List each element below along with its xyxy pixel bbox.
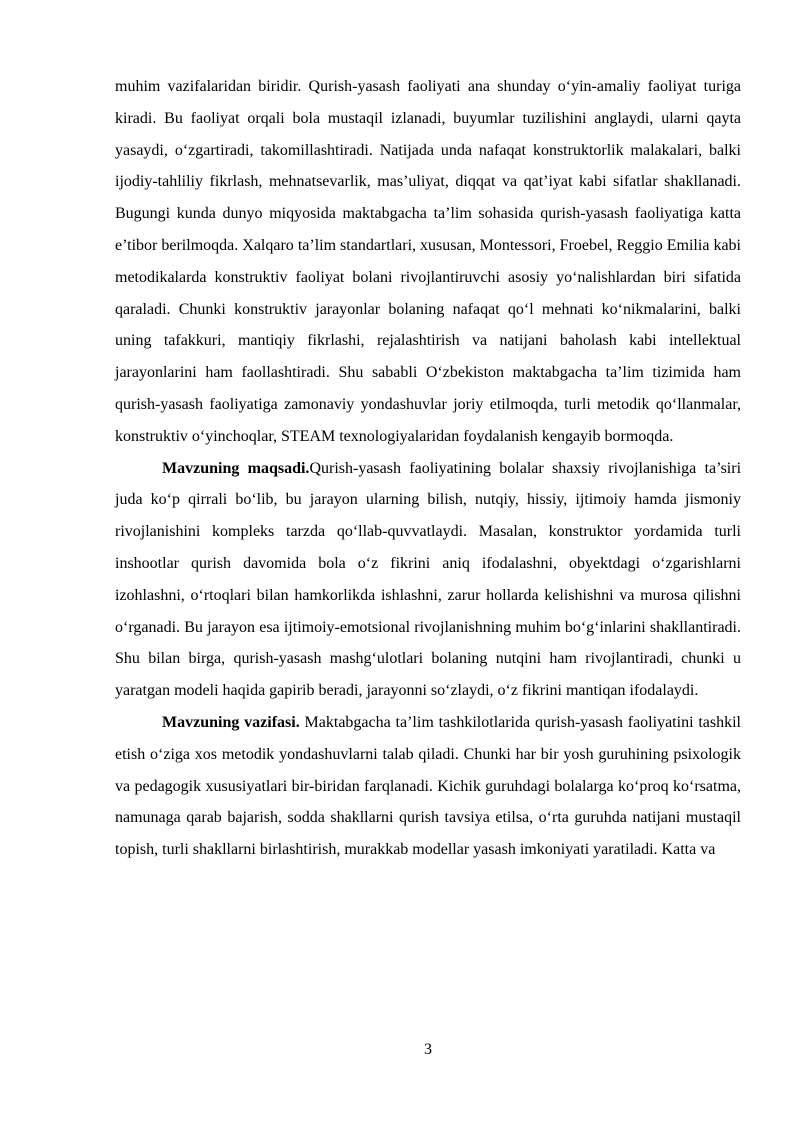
- page-number: 3: [424, 1041, 432, 1058]
- section-heading-goal: Mavzuning maqsadi.: [162, 459, 310, 477]
- section-heading-task: Mavzuning vazifasi.: [162, 713, 300, 731]
- paragraph-text: Qurish-yasash faoliyatining bolalar shaxsiy rivojlanishiga ta’siri juda ko‘p qirrali bo‘lib, bu jarayon ularning bilish, nutqiy, hissiy, ijtimoiy hamda jismoniy rivojlanishini kompleks tarzda qo‘llab-quvvatlaydi. Masalan, konstruktor yordamida turli inshootlar qurish davomida bola o‘z fikrini aniq ifodalashni, obyektdagi o‘zgarishlarni izohlashni, o‘rtoqlari bilan hamkorlikda ishlashni, zarur hollarda kelishishni va murosa qilishni o‘rganadi. Bu jarayon esa ijtimoiy-emotsional rivojlanishning muhim bo‘g‘inlarini shakllantiradi. Shu bilan birga, qurish-yasash mashg‘ulotlari bolaning nutqini ham rivojlantiradi, chunki u yaratgan modeli haqida gapirib beradi, jarayonni so‘zlaydi, o‘z fikrini mantiqan ifodalaydi.: [115, 459, 742, 700]
- document-body: [115, 71, 741, 866]
- paragraph-intro: [115, 71, 741, 453]
- paragraph-goal: [115, 453, 741, 707]
- paragraph-text: muhim vazifalaridan biridir. Qurish-yasash faoliyati ana shunday o‘yin-amaliy faoliyat turiga kiradi. Bu faoliyat orqali bola mustaqil izlanadi, buyumlar tuzilishini anglaydi, ularni qayta yasaydi, o‘zgartiradi, takomillashtiradi. Natijada unda nafaqat konstruktorlik malakalari, balki ijodiy-tahliliy fikrlash, mehnatsevarlik, mas’uliyat, diqqat va qat’iyat kabi sifatlar shakllanadi. Bugungi kunda dunyo miqyosida maktabgacha ta’lim sohasida qurish-yasash faoliyatiga katta e’tibor berilmoqda. Xalqaro ta’lim standartlari, xususan, Montessori, Froebel, Reggio Emilia kabi metodikalarda konstruktiv faoliyat bolani rivojlantiruvchi asosiy yo‘nalishlardan biri sifatida qaraladi. Chunki konstruktiv jarayonlar bolaning nafaqat qo‘l mehnati ko‘nikmalarini, balki uning tafakkuri, mantiqiy fikrlashi, rejalashtirish va natijani baholash kabi intellektual jarayonlarini ham faollashtiradi. Shu sababli O‘zbekiston maktabgacha ta’lim tizimida ham qurish-yasash faoliyatiga zamonaviy yondashuvlar joriy etilmoqda, turli metodik qo‘llanmalar, konstruktiv o‘yinchoqlar, STEAM texnologiyalaridan foydalanish kengayib bormoqda.: [115, 78, 741, 445]
- paragraph-task: [115, 707, 741, 866]
- paragraph-text: Maktabgacha ta’lim tashkilotlarida qurish-yasash faoliyatini tashkil etish o‘ziga xos metodik yondashuvlarni talab qiladi. Chunki har bir yosh guruhining psixologik va pedagogik xususiyatlari bir-biridan farqlanadi. Kichik guruhdagi bolalarga ko‘proq ko‘rsatma, namunaga qarab bajarish, sodda shakllarni qurish tavsiya etilsa, o‘rta guruhda natijani mustaqil topish, turli shakllarni birlashtirish, murakkab modellar yasash imkoniyati yaratiladi. Katta va: [115, 713, 742, 859]
